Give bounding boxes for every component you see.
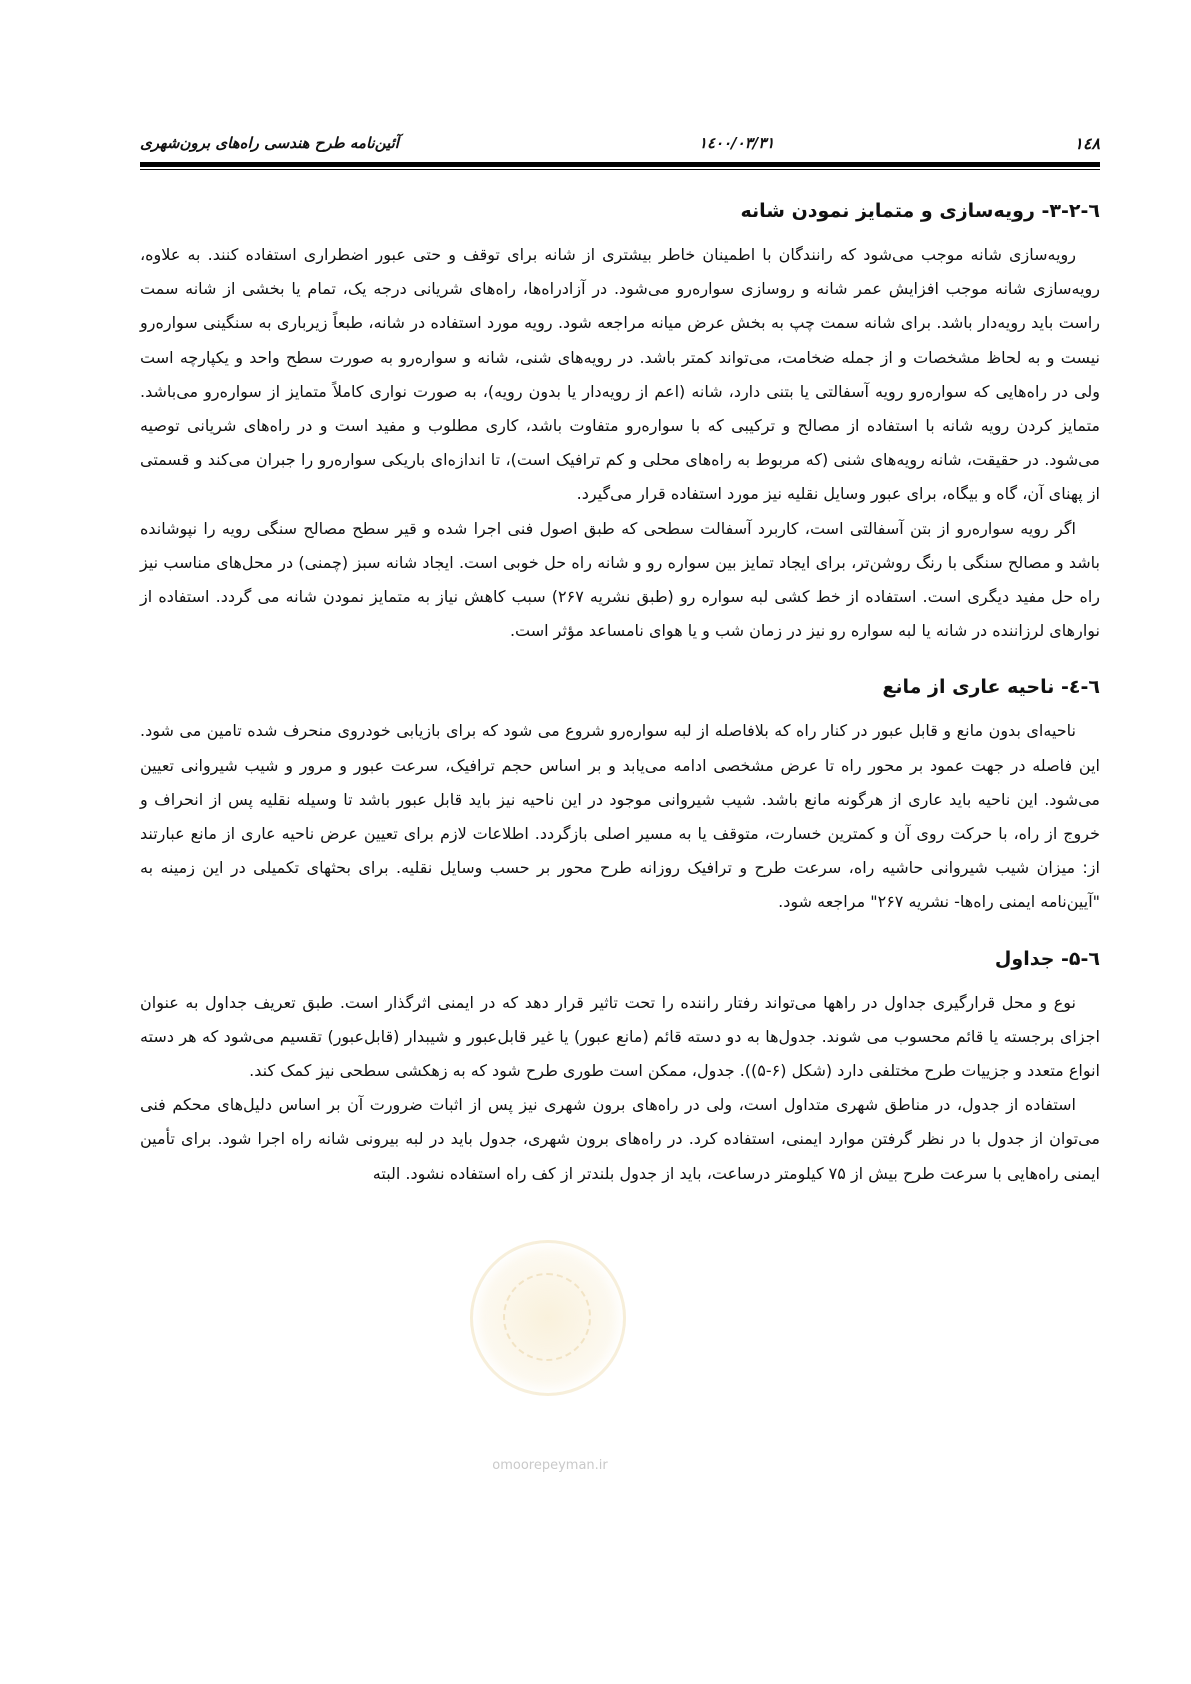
section-heading: ٦-۵- جداول [994, 947, 1100, 970]
omoorepeyman-seal-icon [470, 1240, 626, 1396]
paragraph: نوع و محل قرارگیری جداول در راهها می‌تواند رفتار راننده را تحت تاثیر قرار دهد که در ایمنی اثرگذار است. طبق تعریف جداول به عنوان اجزای برجسته یا قائم محسوب می شوند. جدول‌ها به دو دسته قائم (مانع عبور) یا غیر قابل‌عبور و شیبدار (قابل‌عبور) تقسیم می‌شود که هر دسته انواع متعدد و جزییات طرح مختلفی دارد (شکل (۶-۵)). جدول، ممکن است طوری طرح شود که به زهکشی سطحی نیز کمک کند. [140, 992, 1100, 1081]
page-content [140, 194, 1100, 1191]
header-rule-thin [140, 169, 1100, 170]
paragraph: استفاده از جدول، در مناطق شهری متداول است، ولی در راه‌های برون شهری نیز پس از اثبات ضرورت آن بر اساس دلیل‌های محکم فنی می‌توان از جدول با در نظر گرفتن موارد ایمنی، استفاده کرد. در راه‌های برون شهری، جدول باید در لبه بیرونی شانه راه اجرا شود. برای تأمین ایمنی راه‌هایی با سرعت طرح بیش از ۷۵ کیلومتر درساعت، باید از جدول بلندتر از کف راه استفاده نشود. البته [140, 1095, 1100, 1183]
section-heading: ٦-۳-۲- رویه‌سازی و متمایز نمودن شانه [740, 200, 1100, 222]
header-book-title: آئین‌نامه طرح هندسی راه‌های برون‌شهری [140, 134, 399, 152]
header-rule-thick [140, 162, 1100, 167]
watermark-site: omoorepeyman.ir [492, 1458, 608, 1473]
paragraph: رویه‌سازی شانه موجب می‌شود که رانندگان با اطمینان خاطر بیشتری از شانه برای توقف و حتی عبور اضطراری استفاده کنند. به علاوه، رویه‌سازی شانه موجب افزایش عمر شانه و روسازی سواره‌رو می‌شود. در آزادراه‌ها، راه‌های شریانی درجه یک، تمام یا بخشی از شانه سمت راست باید رویه‌دار باشد. برای شانه سمت چپ به بخش عرض میانه مراجعه شود. رویه مورد استفاده در شانه، طبعاً زیرباری به سنگینی سواره‌رو نیست و به لحاظ مشخصات و از جمله ضخامت، می‌تواند کمتر باشد. در رویه‌های شنی، شانه و سواره‌رو به صورت سطح واحد و یکپارچه است ولی در راه‌هایی که سواره‌رو رویه آسفالتی یا بتنی دارد، شانه (اعم از رویه‌دار یا بدون رویه)، به صورت نواری کاملاً متمایز از سواره‌رو می‌باشد. متمایز کردن رویه شانه با استفاده از مصالح و ترکیبی که با سواره‌رو متفاوت باشد، کاری مطلوب و مفید است و در راه‌های شریانی توصیه می‌شود. در حقیقت، شانه رویه‌های شنی (که مربوط به راه‌های محلی و کم ترافیک است)، تا اندازه‌ای باریکی سواره‌رو را جبران می‌کند و قسمتی از پهنای آن، گاه و بیگاه، برای عبور وسایل نقلیه نیز مورد استفاده قرار می‌گیرد. [140, 245, 1100, 504]
header-date: ۱٤۰۰/۰۳/۳۱ [698, 134, 775, 152]
paragraph: ناحیه‌ای بدون مانع و قابل عبور در کنار راه که بلافاصله از لبه سواره‌رو شروع می شود که برای بازیابی خودروی منحرف شده تامین می شود. این فاصله در جهت عمود بر محور راه تا عرض مشخصی ادامه می‌یابد و بر اساس حجم ترافیک، سرعت عبور و مرور و شیب شیروانی تعیین می‌شود. این ناحیه باید عاری از هرگونه مانع باشد. شیب شیروانی موجود در این ناحیه نیز باید قابل عبور باشد تا وسیله نقلیه پس از انحراف و خروج از راه، با حرکت روی آن و کمترین خسارت، متوقف یا به مسیر اصلی بازگردد. اطلاعات لازم برای تعیین عرض ناحیه عاری از مانع عبارتند از: میزان شیب شیروانی حاشیه راه، سرعت طرح و ترافیک روزانه طرح محور بر حسب وسایل نقلیه. برای بحثهای تکمیلی در این زمینه به "آیین‌نامه ایمنی راه‌ها- نشریه ۲۶۷" مراجعه شود. [140, 721, 1100, 912]
paragraph: اگر رویه سواره‌رو از بتن آسفالتی است، کاربرد آسفالت سطحی که طبق اصول فنی اجرا شده و قیر سطح مصالح سنگی رویه را نپوشانده باشد و مصالح سنگی با رنگ روشن‌تر، برای ایجاد تمایز بین سواره رو و شانه راه حل خوبی است. ایجاد شانه سبز (چمنی) در محل‌های مناسب نیز راه حل مفید دیگری است. استفاده از خط کشی لبه سواره رو (طبق نشریه ۲۶۷) سبب کاهش نیاز به متمایز نمودن شانه می گردد. استفاده از نوارهای لرزاننده در شانه یا لبه سواره رو نیز در زمان شب و یا هوای نامساعد مؤثر است. [140, 518, 1100, 641]
section-heading: ٦-٤- ناحیه عاری از مانع [882, 676, 1100, 699]
page-header [140, 128, 1100, 158]
page-number: ۱٤۸ [1074, 133, 1100, 153]
